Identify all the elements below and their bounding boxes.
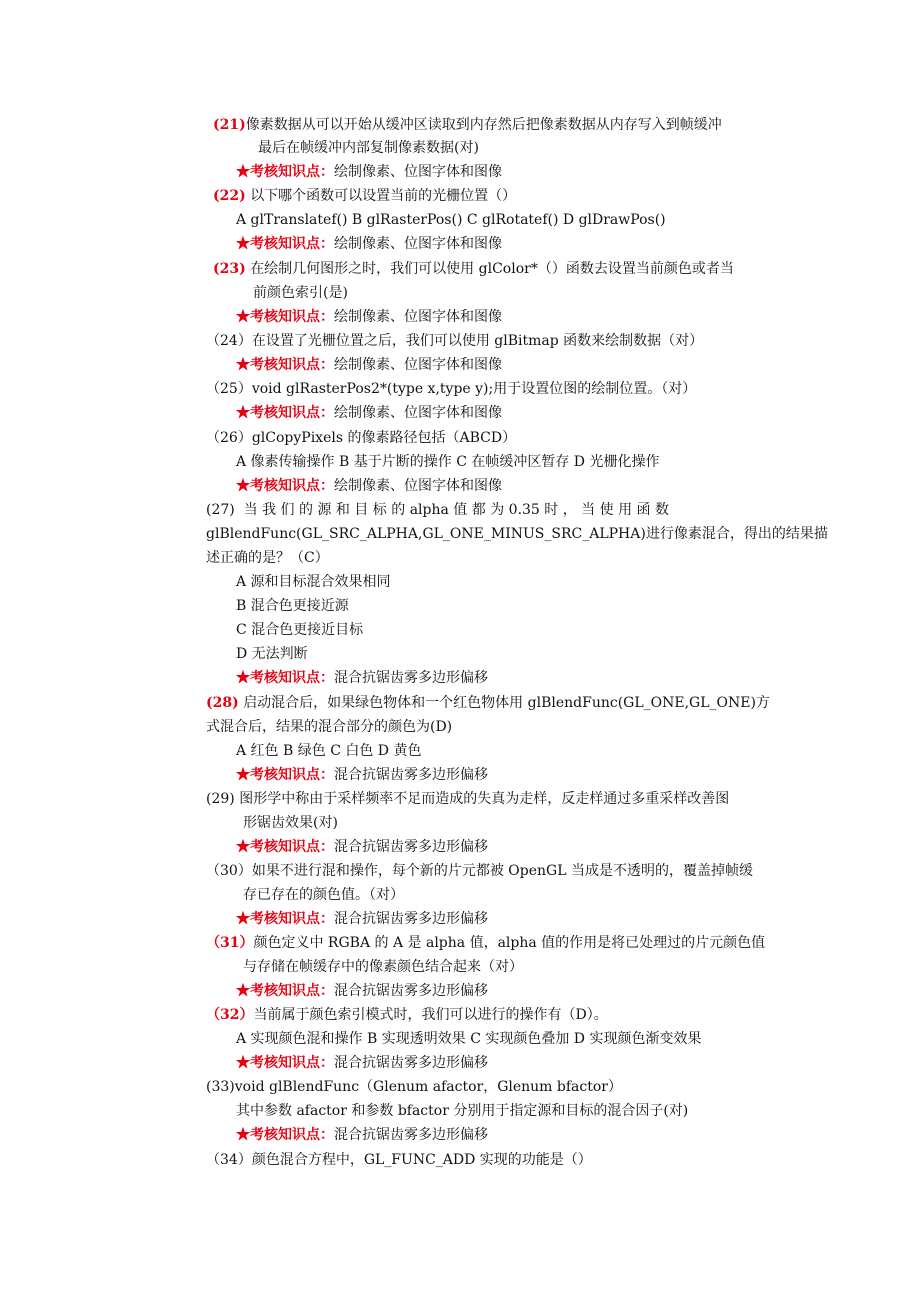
question-number: (33) [206, 1079, 235, 1095]
knowledge-point [236, 307, 502, 327]
question-number: (22) [213, 188, 246, 204]
question-number: （31） [206, 935, 254, 951]
option: B 混合色更接近源 [236, 598, 349, 614]
knowledge-point [236, 1053, 488, 1073]
question-number: (23) [213, 261, 246, 277]
question-number: （30） [206, 863, 252, 879]
option: D 无法判断 [236, 646, 308, 662]
knowledge-point-label: ★考核知识点： [236, 309, 334, 325]
question-number: (27) [206, 502, 235, 518]
knowledge-point-topic: 混合抗锯齿雾多边形偏移 [334, 911, 488, 927]
question-number: （24） [206, 333, 252, 349]
question-text: 以下哪个函数可以设置当前的光栅位置（） [250, 188, 517, 204]
knowledge-point [236, 162, 502, 182]
knowledge-point-topic: 绘制像素、位图字体和图像 [334, 164, 502, 180]
question-27-cont: glBlendFunc(GL_SRC_ALPHA,GL_ONE_MINUS_SRC_ALPHA)进行像素混合，得出的结果描 [206, 526, 828, 542]
question-text: 图形学中称由于采样频率不足而造成的失真为走样，反走样通过多重采样改善图 [239, 791, 730, 807]
knowledge-point-topic: 混合抗锯齿雾多边形偏移 [334, 1127, 488, 1143]
option: A 源和目标混合效果相同 [236, 574, 391, 590]
knowledge-point-label: ★考核知识点： [236, 911, 334, 927]
knowledge-point-topic: 混合抗锯齿雾多边形偏移 [334, 983, 488, 999]
question-26 [206, 428, 516, 448]
question-text: 像素数据从可以开始从缓冲区读取到内存然后把像素数据从内存写入到帧缓冲 [245, 117, 722, 133]
knowledge-point-label: ★考核知识点： [236, 1055, 334, 1071]
question-text: 在设置了光栅位置之后，我们可以使用 glBitmap 函数来绘制数据（对） [251, 333, 704, 349]
knowledge-point-label: ★考核知识点： [236, 357, 334, 373]
question-32-options: A 实现颜色混和操作 B 实现透明效果 C 实现颜色叠加 D 实现颜色渐变效果 [236, 1031, 702, 1047]
question-26-options: A 像素传输操作 B 基于片断的操作 C 在帧缓冲区暂存 D 光栅化操作 [236, 454, 660, 470]
question-21-cont: 最后在帧缓冲内部复制像素数据(对) [258, 140, 479, 156]
knowledge-point [236, 837, 488, 857]
knowledge-point-label: ★考核知识点： [236, 839, 334, 855]
question-23 [213, 259, 734, 279]
knowledge-point-label: ★考核知识点： [236, 236, 334, 252]
question-34 [206, 1150, 592, 1170]
question-text: void glRasterPos2*(type x,type y);用于设置位图的绘制位置。（对） [251, 381, 697, 397]
knowledge-point-topic: 绘制像素、位图字体和图像 [334, 236, 502, 252]
question-text: 启动混合后，如果绿色物体和一个红色物体用 glBlendFunc(GL_ONE,GL_ONE)方 [243, 695, 770, 711]
question-29-cont: 形锯齿效果(对) [243, 815, 338, 831]
option: C 混合色更接近目标 [236, 622, 364, 638]
knowledge-point [236, 765, 488, 785]
question-22 [213, 186, 516, 206]
knowledge-point [236, 909, 488, 929]
question-text: 如果不进行混和操作，每个新的片元都被 OpenGL 当成是不透明的，覆盖掉帧缓 [251, 863, 753, 879]
question-31 [206, 933, 765, 953]
knowledge-point-label: ★考核知识点： [236, 767, 334, 783]
knowledge-point-label: ★考核知识点： [236, 670, 334, 686]
knowledge-point-topic: 绘制像素、位图字体和图像 [334, 478, 502, 494]
knowledge-point-topic: 混合抗锯齿雾多边形偏移 [334, 1055, 488, 1071]
question-number: (29) [206, 791, 235, 807]
knowledge-point-topic: 绘制像素、位图字体和图像 [334, 357, 502, 373]
question-number: （32） [206, 1007, 254, 1023]
knowledge-point-topic: 混合抗锯齿雾多边形偏移 [334, 839, 488, 855]
question-33 [206, 1077, 622, 1097]
question-number: (28) [206, 695, 239, 711]
knowledge-point-label: ★考核知识点： [236, 405, 334, 421]
question-text: 颜色定义中 RGBA 的 A 是 alpha 值，alpha 值的作用是将已处理过的片元颜色值 [253, 935, 766, 951]
knowledge-point-topic: 混合抗锯齿雾多边形偏移 [334, 670, 488, 686]
knowledge-point [236, 668, 488, 688]
knowledge-point-topic: 绘制像素、位图字体和图像 [334, 405, 502, 421]
knowledge-point-label: ★考核知识点： [236, 478, 334, 494]
knowledge-point-topic: 混合抗锯齿雾多边形偏移 [334, 767, 488, 783]
knowledge-point [236, 234, 502, 254]
question-27-cont: 述正确的是？（C） [206, 550, 329, 566]
question-31-cont: 与存储在帧缓存中的像素颜色结合起来（对） [243, 959, 523, 975]
knowledge-point [236, 981, 488, 1001]
question-33-cont: 其中参数 afactor 和参数 bfactor 分别用于指定源和目标的混合因子(对) [236, 1103, 689, 1119]
knowledge-point [236, 355, 502, 375]
question-text: 在绘制几何图形之时，我们可以使用 glColor*（）函数去设置当前颜色或者当 [250, 261, 734, 277]
question-text: 当 我 们 的 源 和 目 标 的 alpha 值 都 为 0.35 时 ， 当 使 用 函 数 [243, 502, 669, 518]
knowledge-point-label: ★考核知识点： [236, 164, 334, 180]
question-number: (21) [213, 117, 246, 133]
knowledge-point [236, 1125, 488, 1145]
knowledge-point [236, 403, 502, 423]
knowledge-point-label: ★考核知识点： [236, 983, 334, 999]
knowledge-point-label: ★考核知识点： [236, 1127, 334, 1143]
question-27 [206, 500, 669, 520]
question-30-cont: 存已存在的颜色值。（对） [243, 887, 404, 903]
question-text: glCopyPixels 的像素路径包括（ABCD） [251, 430, 517, 446]
question-number: （25） [206, 381, 252, 397]
question-number: （34） [206, 1152, 252, 1168]
question-29 [206, 789, 729, 809]
question-24 [206, 331, 703, 351]
question-21 [213, 115, 722, 135]
knowledge-point [236, 476, 502, 496]
question-22-options: A glTranslatef() B glRasterPos() C glRotatef() D glDrawPos() [236, 212, 666, 228]
question-25 [206, 379, 696, 399]
question-23-cont: 前颜色索引(是) [253, 285, 348, 301]
question-28-options: A 红色 B 绿色 C 白色 D 黄色 [236, 743, 422, 759]
question-28 [206, 693, 770, 713]
question-text: void glBlendFunc（Glenum afactor，Glenum bfactor） [234, 1079, 622, 1095]
question-28-cont: 式混合后，结果的混合部分的颜色为(D) [206, 719, 453, 735]
question-32 [206, 1005, 608, 1025]
question-number: （26） [206, 430, 252, 446]
question-30 [206, 861, 753, 881]
knowledge-point-topic: 绘制像素、位图字体和图像 [334, 309, 502, 325]
question-text: 当前属于颜色索引模式时，我们可以进行的操作有（D）。 [253, 1007, 608, 1023]
question-text: 颜色混合方程中，GL_FUNC_ADD 实现的功能是（） [251, 1152, 592, 1168]
